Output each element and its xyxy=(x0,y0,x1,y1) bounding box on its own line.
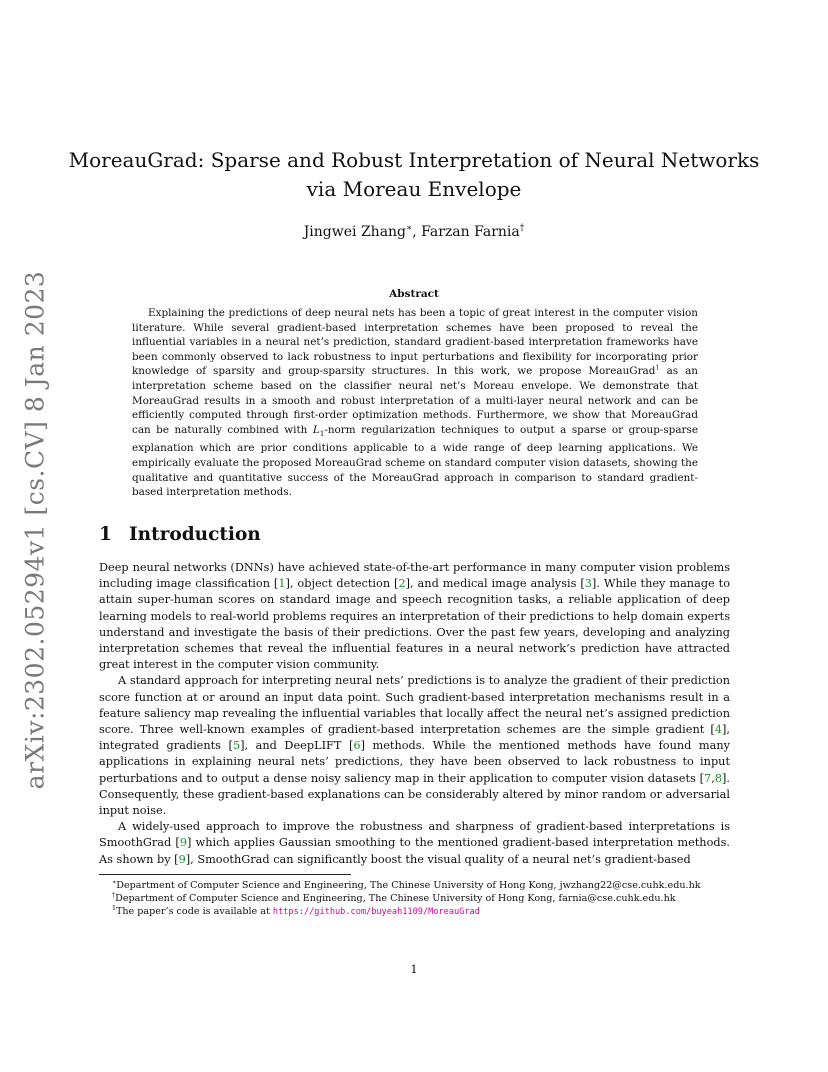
paragraph xyxy=(99,673,730,819)
citation-link[interactable]: 8 xyxy=(714,771,722,785)
abstract-body xyxy=(132,306,698,500)
abstract-heading: Abstract xyxy=(389,288,439,300)
paragraph xyxy=(99,560,730,673)
author-separator: , xyxy=(412,224,422,240)
text-run: A widely-used approach to improve the robustness and sharpness of gradient-based interpretations is SmoothGrad [ xyxy=(99,820,730,850)
text-run: , xyxy=(711,771,715,785)
paragraph xyxy=(99,819,730,868)
footnote xyxy=(112,905,701,919)
author-name: Farzan Farnia xyxy=(421,224,520,240)
text-run: ], object detection [ xyxy=(285,577,399,591)
text-run: ] methods. While the mentioned methods have found many applications in explaining neural nets’ predictions, they have been observed to lack robustness to input perturbations and to output a dense noisy saliency map in their application to computer vision datasets [ xyxy=(99,739,730,785)
abstract-text: -norm regularization techniques to output a sparse or group-sparse explanation which are prior conditions applicable to a wide range of deep learning applications. We empirically evaluate the proposed MoreauGrad scheme on standard computer vision datasets, showing the qualitative and quantitative success of the MoreauGrad approach in comparison to standard gradient-based interpretation methods. xyxy=(132,423,698,499)
footnote-text: Department of Computer Science and Engineering, The Chinese University of Hong Kong, farnia@cse.cuhk.edu.hk xyxy=(115,893,676,904)
footnote-text: Department of Computer Science and Engineering, The Chinese University of Hong Kong, jwzhang22@cse.cuhk.edu.hk xyxy=(116,880,701,891)
code-url-link[interactable]: https://github.com/buyeah1109/MoreauGrad xyxy=(272,907,480,917)
footnote xyxy=(112,879,701,892)
page-number: 1 xyxy=(410,962,418,976)
text-run: A standard approach for interpreting neural nets’ predictions is to analyze the gradient of their prediction score function at or around an input data point. Such gradient-based interpretation mechanisms result in a feature saliency map revealing the influential variables that locally affect the neural net’s assigned prediction score. Three well-known examples of gradient-based interpretation schemes are the simple gradient [ xyxy=(99,674,730,737)
math-subscript: 1 xyxy=(319,428,325,438)
text-run: ], integrated gradients [ xyxy=(99,723,730,753)
footnotes xyxy=(112,879,701,919)
citation-link[interactable]: 7 xyxy=(704,771,712,785)
citation-link[interactable]: 9 xyxy=(179,836,187,850)
title-line-1: MoreauGrad: Sparse and Robust Interpretation of Neural Networks xyxy=(68,148,760,172)
author-name: Jingwei Zhang xyxy=(303,224,407,240)
text-run: ], and DeepLIFT [ xyxy=(240,739,354,753)
citation-link[interactable]: 5 xyxy=(232,739,241,753)
abstract-text: as an interpretation scheme based on the classifier neural net’s Moreau envelope. We demonstrate that MoreauGrad results in a smooth and robust interpretation of a multi-layer neural network and can be efficiently computed through first-order optimization methods. Furthermore, we show that MoreauGrad can be naturally combined with xyxy=(132,365,698,436)
footnote-text: The paper’s code is available at xyxy=(115,906,273,917)
abstract-text: Explaining the predictions of deep neural nets has been a topic of great interest in the computer vision literature. While several gradient-based interpretation schemes have been proposed to reveal the influential variables in a neural net’s prediction, standard gradient-based interpretation frameworks have been commonly observed to lack robustness to input perturbations and flexibility for incorporating prior knowledge of sparsity and group-sparsity structures. In this work, we propose MoreauGrad xyxy=(132,307,698,378)
text-run: ]. While they manage to attain super-human scores on standard image and speech recognition tasks, a reliable application of deep learning models to real-world problems requires an interpretation of their predictions to help domain experts understand and investigate the basis of their predictions. Over the past few years, developing and analyzing interpretation schemes that reveal the influential features in a neural network’s prediction have attracted great interest in the computer vision community. xyxy=(99,577,730,672)
author-list xyxy=(60,222,768,242)
text-run: ] which applies Gaussian smoothing to the mentioned gradient-based interpretation methods. As shown by [ xyxy=(99,836,730,866)
text-run: Deep neural networks (DNNs) have achieved state-of-the-art performance in many computer vision problems including image classification [ xyxy=(99,561,730,591)
arxiv-side-identifier xyxy=(10,270,60,790)
section-number: 1 xyxy=(99,524,112,545)
footnote-mark: † xyxy=(112,891,116,899)
text-run: ]. Consequently, these gradient-based explanations can be considerably altered by minor random or adversarial input noise. xyxy=(99,771,730,818)
citation-link[interactable]: 2 xyxy=(398,577,406,591)
footnote-mark: ∗ xyxy=(112,878,117,886)
citation-link[interactable]: 4 xyxy=(714,723,722,737)
citation-link[interactable]: 9 xyxy=(178,852,186,866)
math-symbol: L xyxy=(312,423,320,436)
footnote-rule xyxy=(99,874,351,875)
affiliation-mark: ∗ xyxy=(406,223,413,234)
citation-link[interactable]: 1 xyxy=(278,577,286,591)
arxiv-id-text: arXiv:2302.05294v1 [cs.CV] 8 Jan 2023 xyxy=(20,270,50,790)
introduction-body xyxy=(99,560,730,868)
text-run: ], SmoothGrad can significantly boost the visual quality of a neural net’s gradient-based xyxy=(185,852,691,866)
citation-link[interactable]: 3 xyxy=(584,577,592,591)
title-line-2: via Moreau Envelope xyxy=(306,177,522,201)
affiliation-mark: † xyxy=(519,223,525,234)
section-heading xyxy=(99,524,261,545)
footnote-mark: 1 xyxy=(112,904,116,912)
citation-link[interactable]: 6 xyxy=(353,739,361,753)
section-title: Introduction xyxy=(129,524,261,545)
footnote xyxy=(112,892,701,905)
footnote-link[interactable]: 1 xyxy=(655,363,660,372)
paper-title xyxy=(60,146,768,204)
text-run: ], and medical image analysis [ xyxy=(405,577,585,591)
